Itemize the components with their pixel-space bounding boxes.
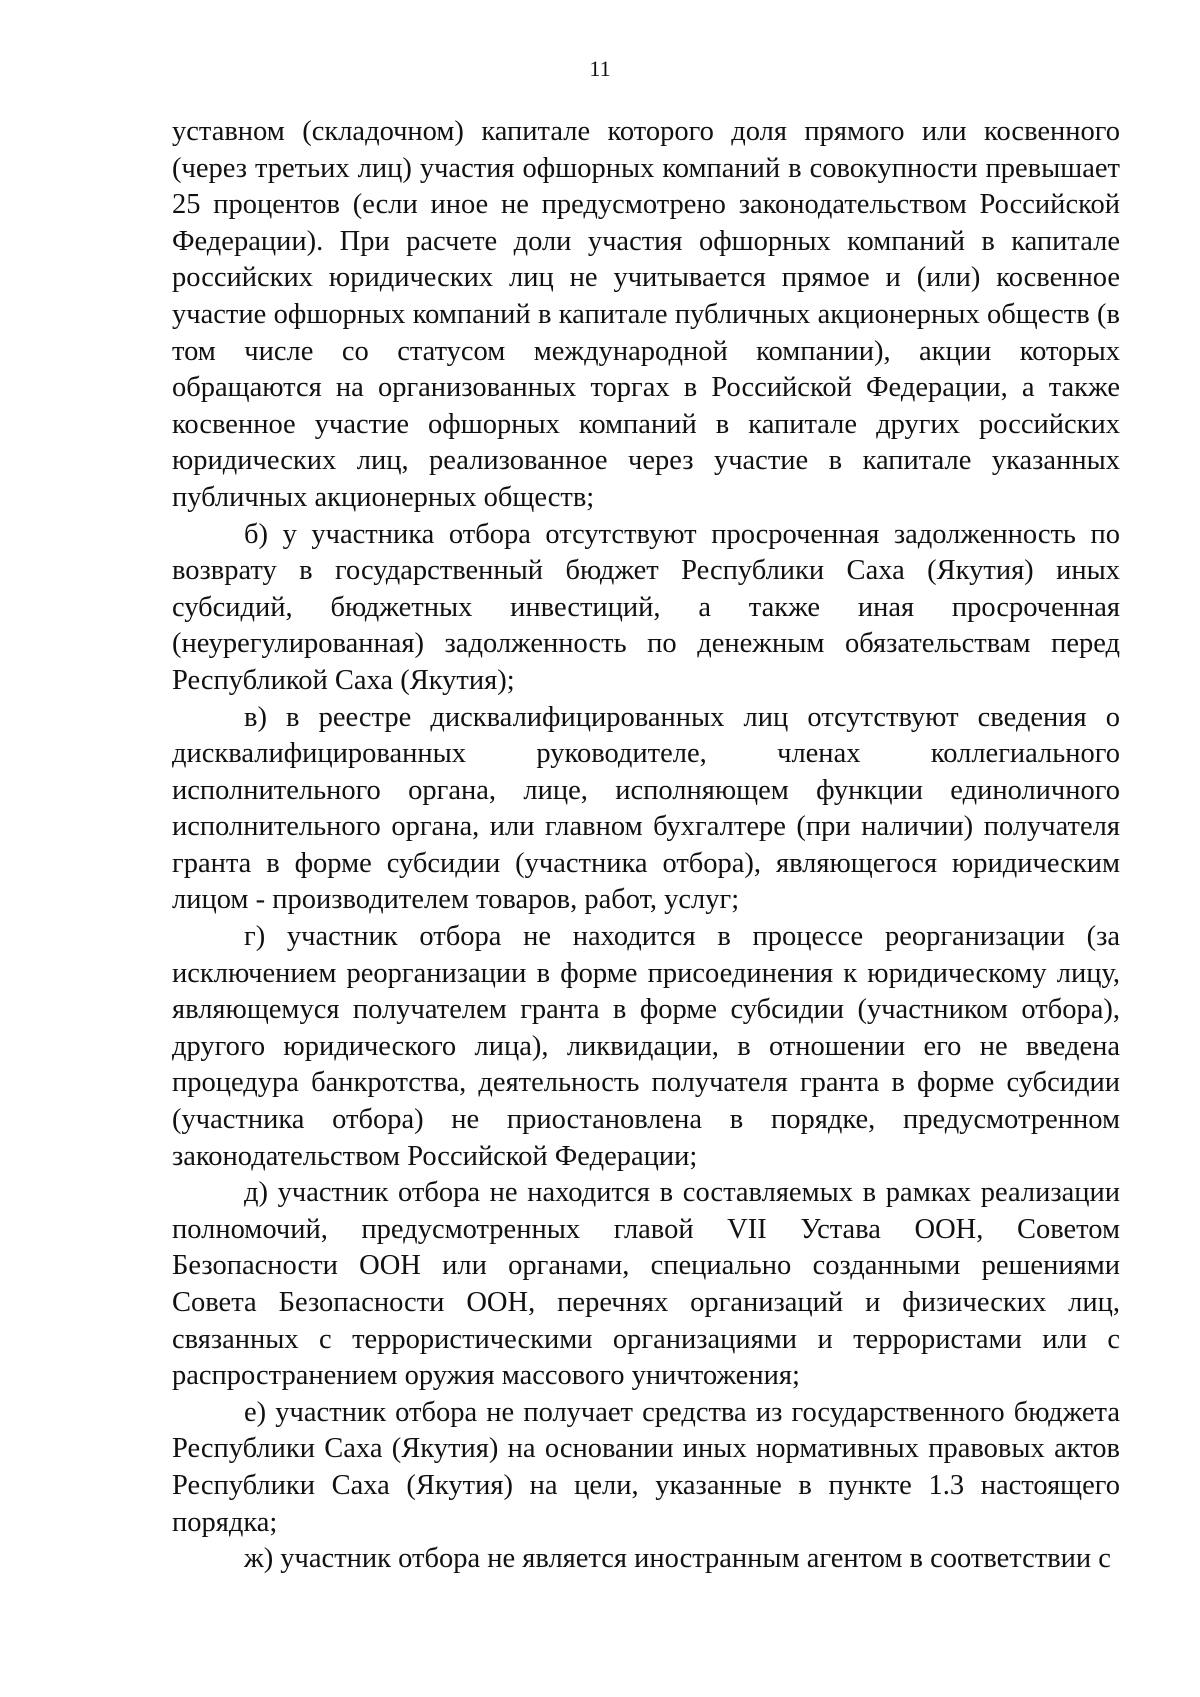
paragraph-item-g: г) участник отбора не находится в процессе реорганизации (за исключением реорганизации в форме присоединения к юридическому лицу, являющемуся получателем гранта в форме субсидии (участником отбора), другого юридического лица), ликвидации, в отношении его не введена процедура банкротства, деятельность получателя гранта в форме субсидии (участника отбора) не приостановлена в порядке, предусмотренном законодательством Российской Федерации; [172,921,1120,1172]
page-number: 11 [589,56,611,81]
paragraph-item-d: д) участник отбора не находится в составляемых в рамках реализации полномочий, предусмотренных главой VII Устава ООН, Советом Безопасности ООН или органами, специально созданными решениями Совета Безопасности ООН, перечнях организаций и физических лиц, связанных с террористическими организациями и террористами или с распространением оружия массового уничтожения; [172,1177,1120,1392]
paragraph-item-b: б) у участника отбора отсутствуют просроченная задолженность по возврату в государственный бюджет Республики Саха (Якутия) иных субсидий, бюджетных инвестиций, а также иная просроченная (неурегулированная) задолженность по денежным обязательствам перед Республикой Саха (Якутия); [172,518,1120,696]
paragraph-item-zh: ж) участник отбора не является иностранным агентом в соответствии с [244,1543,1111,1575]
document-body [172,114,1120,1578]
paragraph-item-e: е) участник отбора не получает средства из государственного бюджета Республики Саха (Якутия) на основании иных нормативных правовых актов Республики Саха (Якутия) на цели, указанные в пункте 1.3 настоящего порядка; [172,1396,1120,1538]
paragraph-item-v: в) в реестре дисквалифицированных лиц отсутствуют сведения о дисквалифицированных руководителе, членах коллегиального исполнительного органа, лице, исполняющем функции единоличного исполнительного органа, или главном бухгалтере (при наличии) получателя гранта в форме субсидии (участника отбора), являющегося юридическим лицом - производителем товаров, работ, услуг; [172,701,1120,916]
paragraph-continuation: уставном (складочном) капитале которого доля прямого или косвенного (через третьих лиц) участия офшорных компаний в совокупности превышает 25 процентов (если иное не предусмотрено законодательством Российской Федерации). При расчете доли участия офшорных компаний в капитале российских юридических лиц не учитывается прямое и (или) косвенное участие офшорных компаний в капитале публичных акционерных обществ (в том числе со статусом международной компании), акции которых обращаются на организованных торгах в Российской Федерации, а также косвенное участие офшорных компаний в капитале других российских юридических лиц, реализованное через участие в капитале указанных публичных акционерных обществ; [172,116,1120,513]
